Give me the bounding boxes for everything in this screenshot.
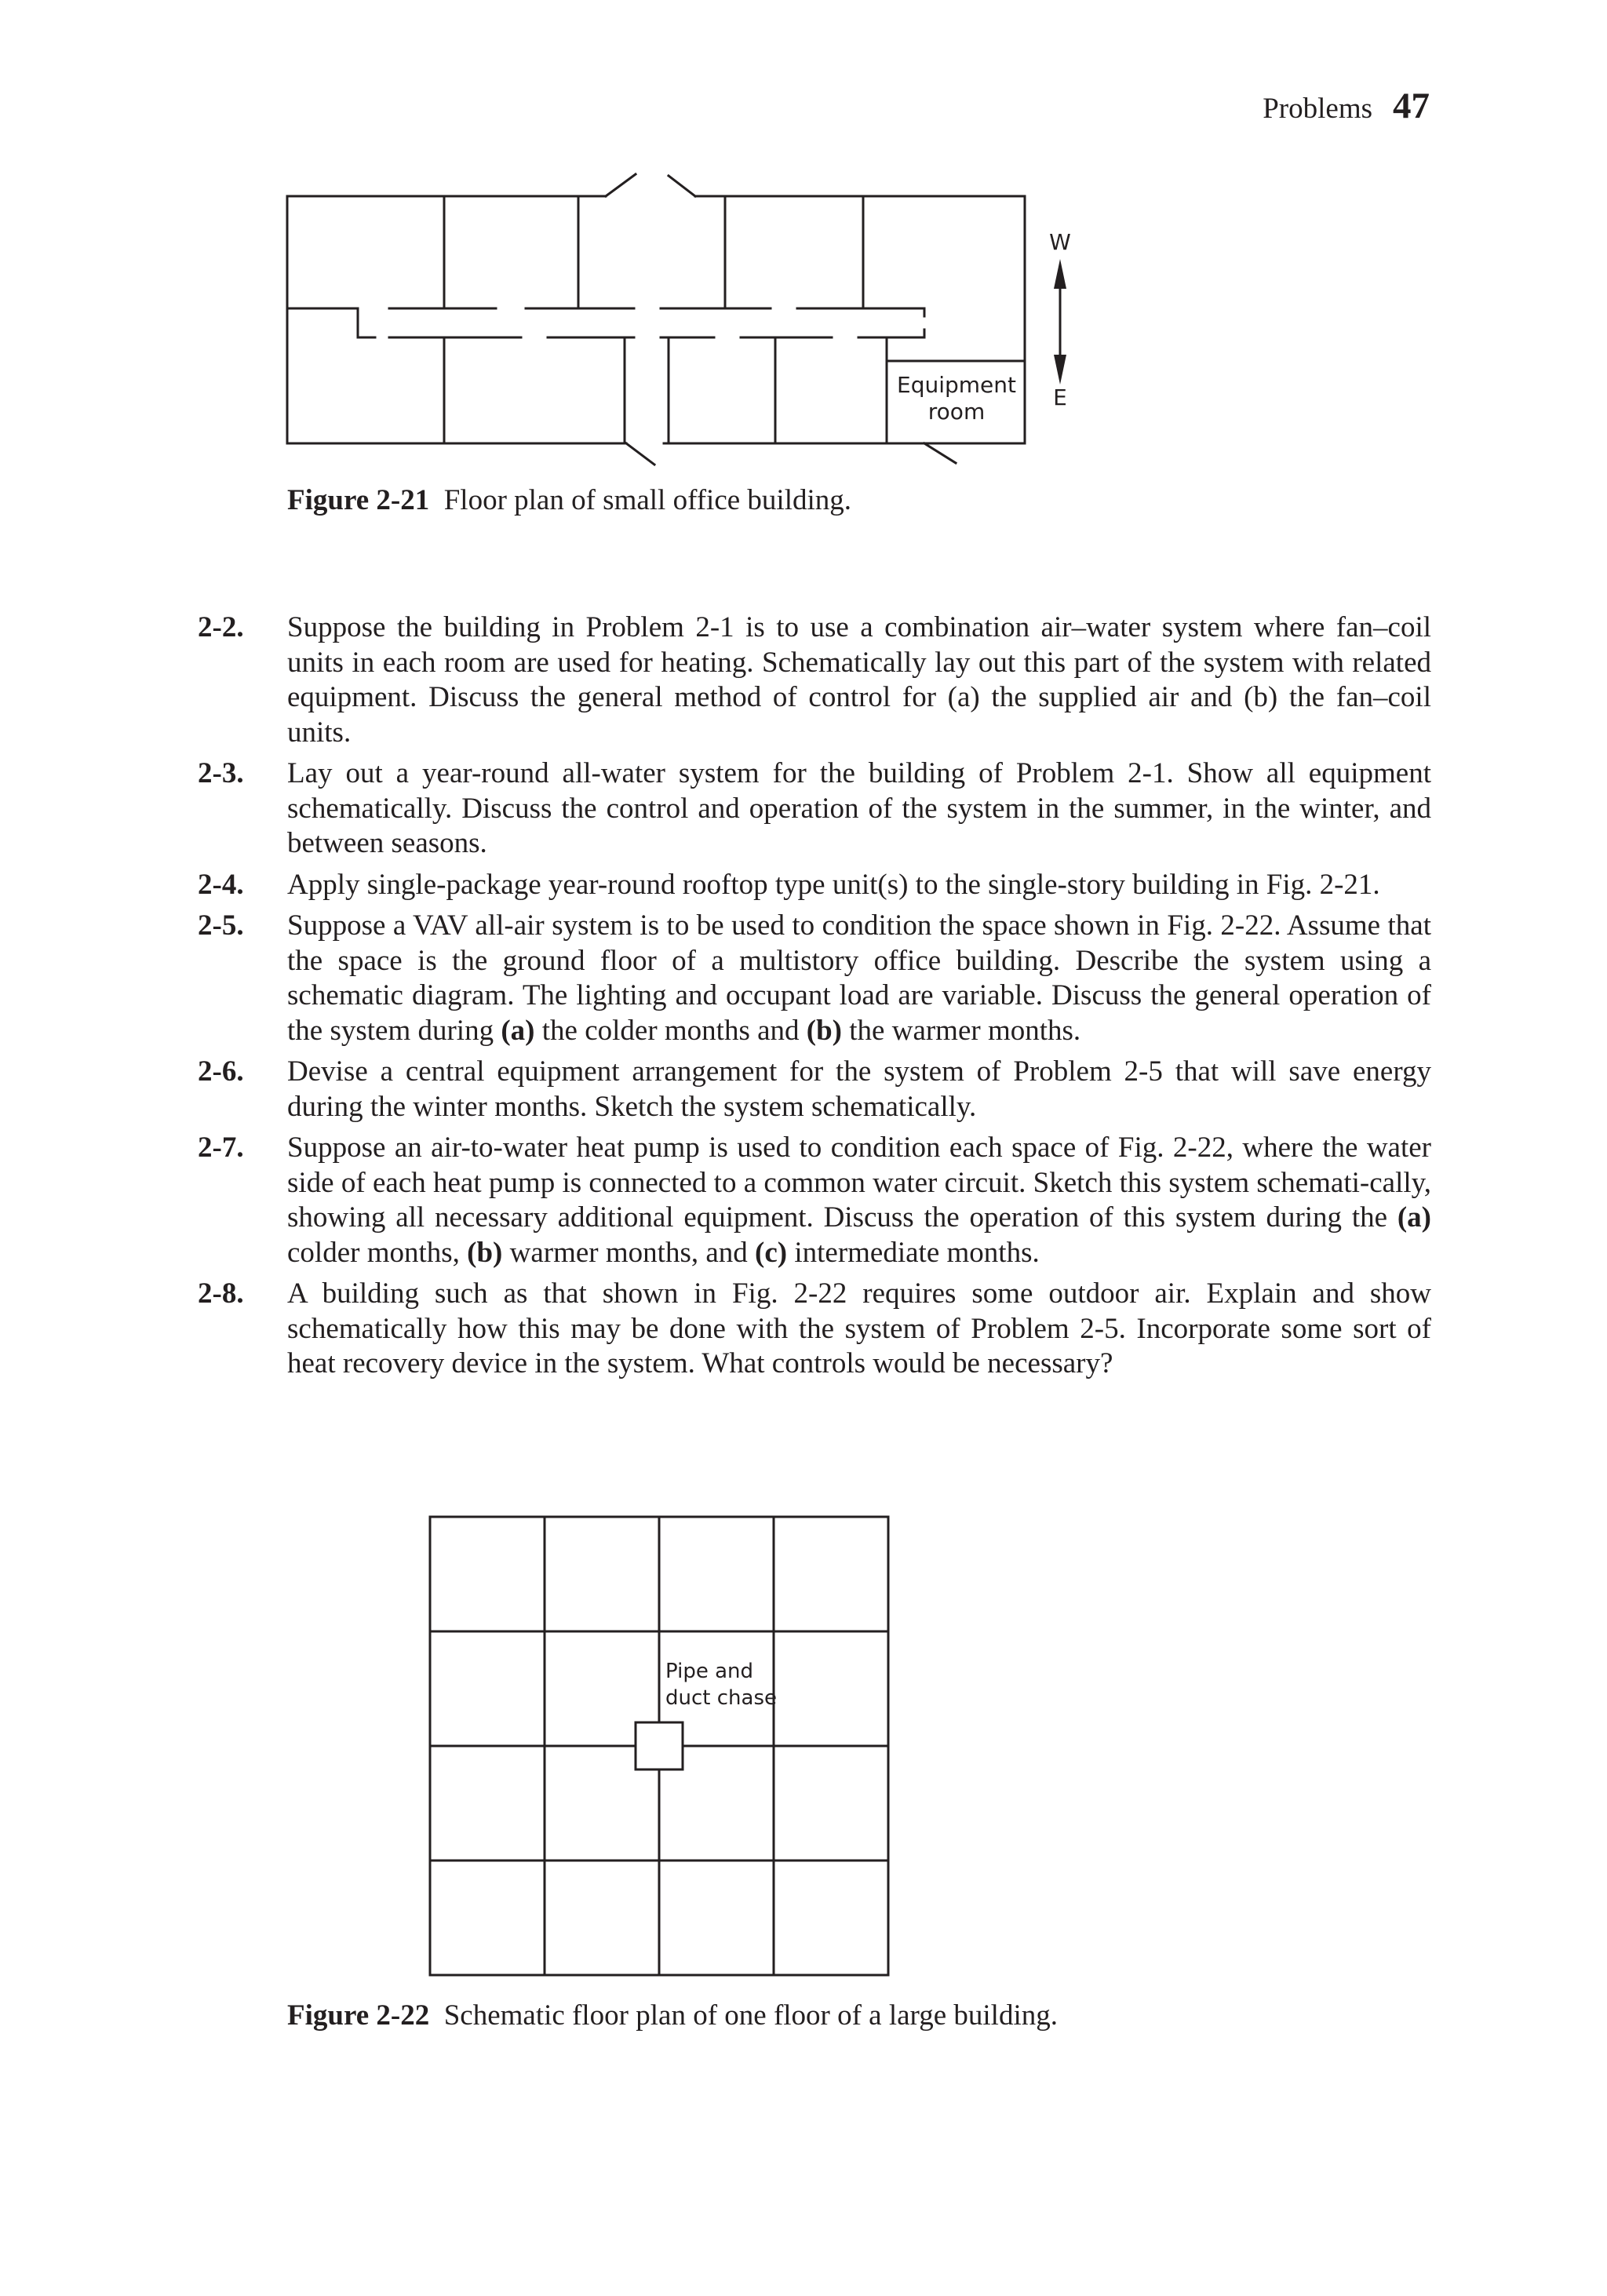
problem-text-run: intermediate months. bbox=[787, 1236, 1040, 1269]
problem-number: 2-3. bbox=[198, 757, 244, 789]
problem-text-emphasis: (c) bbox=[755, 1236, 788, 1269]
problem-item bbox=[198, 1131, 1431, 1270]
problem-text-emphasis: (b) bbox=[467, 1236, 503, 1269]
figure-label: Figure 2-21 bbox=[287, 484, 430, 516]
pipe-duct-chase bbox=[636, 1722, 683, 1769]
door-bottom-left bbox=[626, 443, 654, 465]
problem-text bbox=[287, 1131, 1431, 1270]
problem-text-run: Apply single-package year-round rooftop type unit(s) to the single-story building in Fig. 2-21. bbox=[287, 868, 1380, 901]
door-bottom-right bbox=[924, 443, 956, 463]
figure-label: Figure 2-22 bbox=[287, 1999, 430, 2032]
problem-item bbox=[198, 1277, 1431, 1382]
equipment-room-label: Equipment bbox=[897, 372, 1016, 398]
problem-text-run: Devise a central equipment arrangement for the system of Problem 2-5 that will save energy during the winter months. Sketch the system schematically. bbox=[287, 1055, 1431, 1123]
problem-text-emphasis: (a) bbox=[501, 1014, 535, 1047]
problem-number: 2-6. bbox=[198, 1055, 244, 1088]
problem-number: 2-7. bbox=[198, 1132, 244, 1164]
figure-2-22-caption bbox=[287, 1999, 1058, 2032]
problem-text bbox=[287, 1277, 1431, 1382]
figure-2-21-caption bbox=[287, 483, 851, 517]
problem-text bbox=[287, 909, 1431, 1048]
problem-text-emphasis: (a) bbox=[1397, 1201, 1431, 1234]
problem-text bbox=[287, 610, 1431, 750]
figure-caption-text: Floor plan of small office building. bbox=[443, 484, 852, 516]
problem-text-run: Suppose an air-to-water heat pump is used to condition each space of Fig. 2-22, where the water side of each heat pump is connected to a common water circuit. Sketch this system schemati-cally, showing all necessary additional equipment. Discuss the operation of this system during the bbox=[287, 1132, 1431, 1234]
figure-caption-text: Schematic floor plan of one floor of a large building. bbox=[443, 1999, 1058, 2032]
problem-text bbox=[287, 756, 1431, 862]
problem-text-run: warmer months, and bbox=[502, 1236, 756, 1269]
problem-item bbox=[198, 909, 1431, 1048]
problem-text-run: the warmer months. bbox=[842, 1014, 1081, 1047]
problem-text bbox=[287, 1055, 1431, 1124]
problem-text-run: the colder months and bbox=[534, 1014, 807, 1047]
equipment-room-label-line2: room bbox=[927, 399, 986, 425]
problem-item bbox=[198, 610, 1431, 750]
chase-label-line2: duct chase bbox=[665, 1686, 777, 1710]
figure-2-22-floor-plan bbox=[0, 1491, 1607, 1993]
problem-text-emphasis: (b) bbox=[806, 1014, 843, 1047]
compass-west-label: W bbox=[1049, 229, 1071, 255]
problem-item bbox=[198, 868, 1431, 903]
problem-item bbox=[198, 756, 1431, 862]
compass-arrow-down bbox=[1054, 355, 1066, 384]
compass-east-label: E bbox=[1053, 384, 1067, 410]
problem-text-run: Suppose a VAV all-air system is to be used to condition the space shown in Fig. 2-22. Assume that the space is the ground floor of a multistory office building. Describe the system using a schematic diagram. The lighting and occupant load are variable. Discuss the general operation of the system during bbox=[287, 909, 1431, 1047]
problem-number: 2-4. bbox=[198, 868, 244, 901]
problem-text-run: A building such as that shown in Fig. 2-22 requires some outdoor air. Explain and show schematically how this may be done with the system of Problem 2-5. Incorporate some sort of heat recovery device in the system. What controls would be necessary? bbox=[287, 1277, 1431, 1379]
problem-text bbox=[287, 868, 1431, 903]
problem-number: 2-5. bbox=[198, 909, 244, 942]
problem-number: 2-8. bbox=[198, 1277, 244, 1310]
problem-text-run: Lay out a year-round all-water system for the building of Problem 2-1. Show all equipment schematically. Discuss the control and operation of the system in the summer, in the winter, and between seasons. bbox=[287, 757, 1431, 859]
page-number: 47 bbox=[1393, 86, 1430, 126]
door-top-left bbox=[606, 174, 636, 196]
problem-number: 2-2. bbox=[198, 611, 244, 643]
problem-list bbox=[198, 610, 1431, 1388]
problem-text-run: colder months, bbox=[287, 1236, 468, 1269]
compass-arrow-up bbox=[1054, 259, 1066, 289]
problem-item bbox=[198, 1055, 1431, 1124]
chase-label: Pipe and bbox=[665, 1660, 754, 1683]
figure-2-21-floor-plan bbox=[0, 0, 1607, 502]
problem-text-run: Suppose the building in Problem 2-1 is to use a combination air–water system where fan–coil units in each room are used for heating. Schematically lay out this part of the system with related equipment. Discuss the general method of control for (a) the supplied air and (b) the fan–coil units. bbox=[287, 611, 1431, 749]
section-title: Problems bbox=[1263, 93, 1372, 125]
door-top-right bbox=[669, 176, 695, 196]
